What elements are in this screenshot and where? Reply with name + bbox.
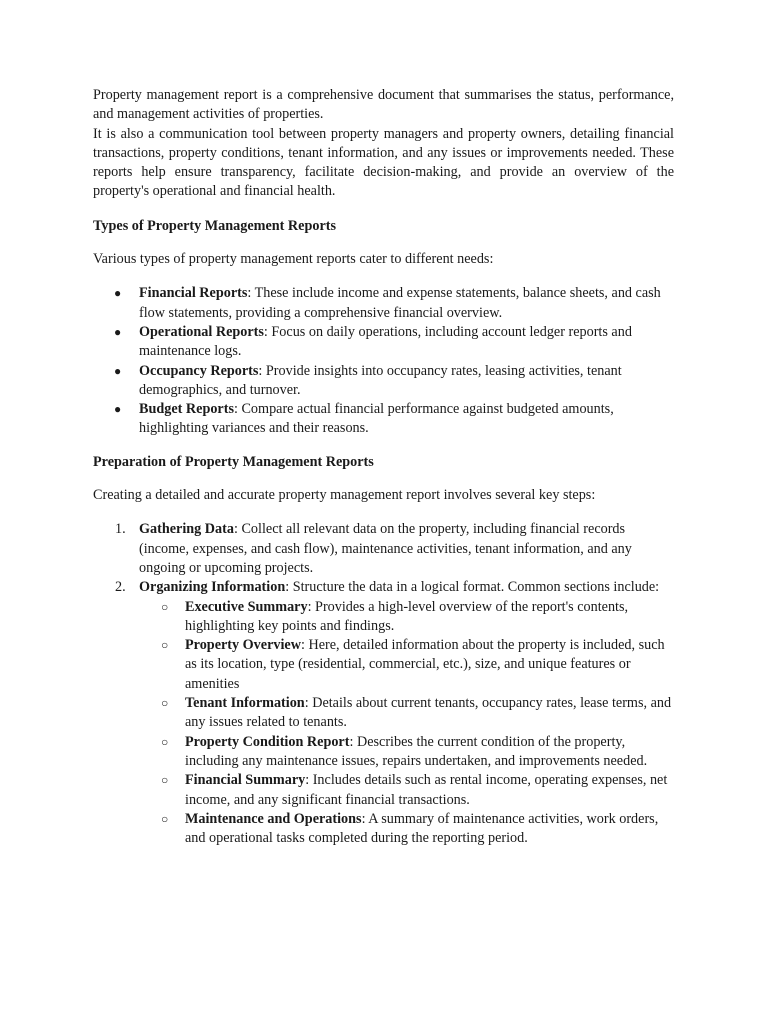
- types-list: [93, 284, 674, 438]
- list-item: [139, 400, 674, 439]
- list-item-term: Financial Reports: [139, 285, 248, 302]
- step-item: [115, 520, 674, 578]
- list-item: [139, 323, 674, 362]
- list-item: [139, 362, 674, 401]
- list-item-text: : Provide insights into occupancy rates, leasing activities, tenant demographics, and turnover.: [139, 362, 622, 398]
- list-item-text: : Compare actual financial performance against budgeted amounts, highlighting variances and their reasons.: [139, 401, 614, 437]
- list-item: [139, 284, 674, 323]
- document-page: [93, 86, 674, 848]
- section-text: : Details about current tenants, occupancy rates, lease terms, and any issues related to tenants.: [185, 695, 672, 731]
- section-term: Tenant Information: [185, 695, 305, 712]
- section-term: Property Condition Report: [185, 733, 350, 750]
- section-item: [185, 636, 674, 694]
- section-item: [185, 733, 674, 772]
- list-item-text: : These include income and expense statements, balance sheets, and cash flow statements, providing a comprehensive financial overview.: [139, 285, 661, 321]
- section-term: Maintenance and Operations: [185, 810, 362, 827]
- step-text: : Structure the data in a logical format. Common sections include:: [285, 579, 660, 596]
- intro-paragraph-1: Property management report is a comprehensive document that summarises the status, performance, and management activities of properties.: [93, 87, 674, 123]
- section-text: : Provides a high-level overview of the report's contents, highlighting key points and findings.: [185, 598, 629, 634]
- section-list: [139, 598, 674, 849]
- section-term: Financial Summary: [185, 772, 306, 789]
- step-number: 1.: [115, 521, 126, 538]
- types-heading: Types of Property Management Reports: [93, 217, 336, 234]
- preparation-lead: Creating a detailed and accurate property management report involves several key steps:: [93, 487, 596, 504]
- list-item-term: Occupancy Reports: [139, 362, 259, 379]
- types-lead: Various types of property management reports cater to different needs:: [93, 251, 494, 268]
- list-item-term: Budget Reports: [139, 401, 234, 418]
- preparation-heading: Preparation of Property Management Reports: [93, 453, 374, 470]
- section-term: Executive Summary: [185, 598, 308, 615]
- section-text: : A summary of maintenance activities, work orders, and operational tasks completed during the reporting period.: [185, 810, 659, 847]
- step-text: : Collect all relevant data on the property, including financial records (income, expenses, and cash flow), maintenance activities, tenant information, and any ongoing or upcoming projects.: [139, 521, 632, 576]
- section-item: [185, 810, 674, 849]
- section-item: [185, 771, 674, 810]
- list-item-term: Operational Reports: [139, 323, 264, 340]
- step-term: Organizing Information: [139, 579, 286, 596]
- step-number: 2.: [115, 579, 126, 596]
- step-item: [115, 578, 674, 848]
- intro-section: [93, 86, 674, 202]
- intro-paragraph-2: It is also a communication tool between property managers and property owners, detailing financial transactions, property conditions, tenant information, and any issues or improvements needed. These reports help ensure transparency, facilitate decision-making, and provide an overview of the property's operational and financial health.: [93, 125, 674, 200]
- section-text: : Here, detailed information about the property is included, such as its location, type (residential, commercial, etc.), size, and unique features or amenities: [185, 637, 665, 692]
- section-text: : Describes the current condition of the property, including any maintenance issues, repairs undertaken, and improvements needed.: [185, 733, 648, 769]
- section-term: Property Overview: [185, 637, 301, 654]
- section-text: : Includes details such as rental income, operating expenses, net income, and any significant financial transactions.: [185, 772, 668, 808]
- section-item: [185, 694, 674, 733]
- list-item-text: : Focus on daily operations, including account ledger reports and maintenance logs.: [139, 323, 632, 360]
- step-term: Gathering Data: [139, 521, 234, 538]
- section-item: [185, 598, 674, 637]
- preparation-steps: [93, 520, 674, 848]
